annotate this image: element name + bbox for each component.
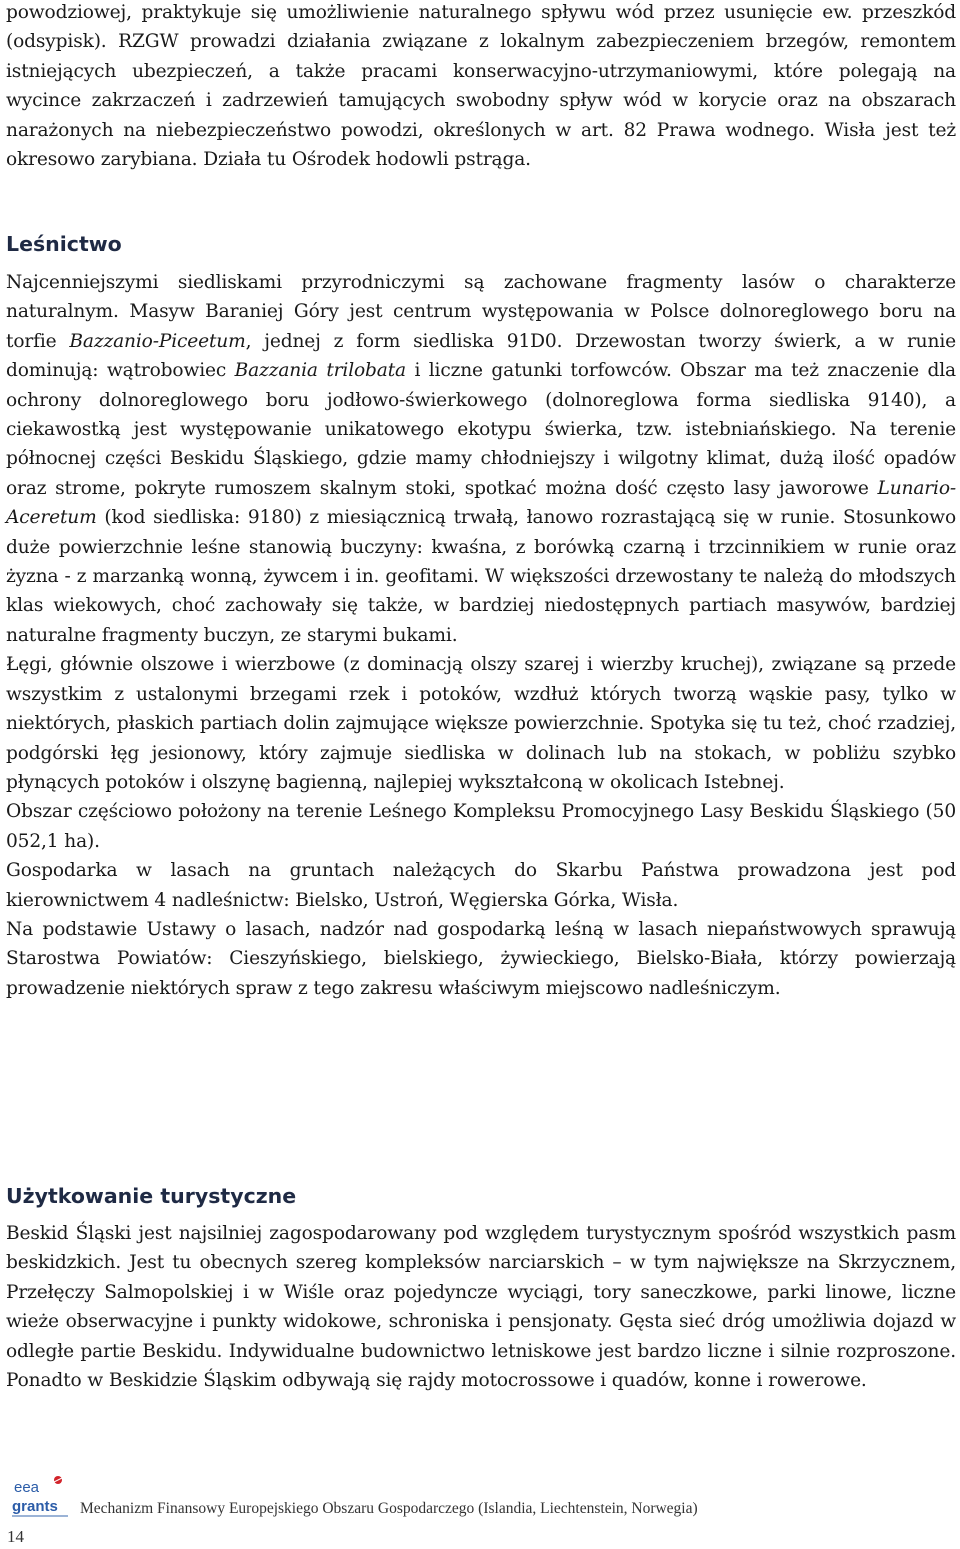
forestry-paragraph-habitats xyxy=(6,268,956,650)
footer-funding-text: Mechanizm Finansowy Europejskiego Obszaru Gospodarczego (Islandia, Liechtenstein, Norwegia) xyxy=(80,1500,698,1517)
text-run: , jednej z form siedliska 91D0. Drzewostan tworzy świerk, a w runie dominują: wątrobowiec xyxy=(6,330,956,382)
forestry-paragraph-promo-complex: Obszar częściowo położony na terenie Leśnego Kompleksu Promocyjnego Lasy Beskidu Śląskiego (50 052,1 ha). xyxy=(6,801,956,852)
forestry-section xyxy=(6,268,956,1003)
text-run: Najcenniejszymi siedliskami przyrodniczymi są zachowane fragmenty lasów o charakterze naturalnym. Masyw Baraniej Góry jest centrum występowania w Polsce dolnoreglowego boru na torfie xyxy=(6,272,956,352)
section-heading-forestry: Leśnictwo xyxy=(6,232,122,256)
latin-name: Bazzanio-Piceetum xyxy=(69,330,246,352)
logo-word-eea: eea xyxy=(14,1479,40,1496)
text-run: (kod siedliska: 9180) z miesiącznicą trwałą, łanowo rozrastającą się w runie. Stosunkowo duże powierzchnie leśne stanowią buczyny: kwaśna, z borówką czarną i trzcinnikiem w runie oraz żyzna - z marzanką wonną, żywcem i in. geofitami. W większości drzewostany te należą do młodszych klas wiekowych, choć zachowały się także, w bardziej niedostępnych partiach masywów, bardziej naturalne fragmenty buczyn, ze starymi bukami. xyxy=(6,507,956,646)
forestry-paragraph-management: Gospodarka w lasach na gruntach należących do Skarbu Państwa prowadzona jest pod kierownictwem 4 nadleśnictw: Bielsko, Ustroń, Węgierska Górka, Wisła. xyxy=(6,860,956,911)
intro-paragraph: powodziowej, praktykuje się umożliwienie naturalnego spływu wód przez usunięcie ew. przeszkód (odsypisk). RZGW prowadzi działania związane z lokalnym zabezpieczeniem brzegów, remontem istniejących ubezpieczeń, a także pracami konserwacyjno-utrzymaniowymi, które polegają na wycince zakrzaczeń i zadrzewień tamujących swobodny spływ wód w korycie oraz na obszarach narażonych na niebezpieczeństwo powodzi, określonych w art. 82 Prawa wodnego. Wisła jest też okresowo zarybiana. Działa tu Ośrodek hodowli pstrąga. xyxy=(6,2,956,171)
latin-name: Bazzania trilobata xyxy=(234,360,406,382)
section-heading-tourism: Użytkowanie turystyczne xyxy=(6,1184,297,1208)
page-number: 14 xyxy=(7,1527,24,1546)
text-run: i liczne gatunki torfowców. Obszar ma też znaczenie dla ochrony dolnoreglowego boru jodłowo-świerkowego (dolnoreglowa forma siedliska 9140), a ciekawostką jest występowanie unikatowego ekotypu świerka, tzw. istebniańskiego. Na terenie północnej części Beskidu Śląskiego, gdzie mamy chłodniejszy i wilgotny klimat, dużą ilość opadów oraz strome, pokryte rumoszem skalnym stoki, spotkać można dość często lasy jaworowe xyxy=(6,360,956,499)
logo-word-grants: grants xyxy=(12,1498,58,1515)
eea-grants-logo xyxy=(10,1473,72,1521)
tourism-paragraph: Beskid Śląski jest najsilniej zagospodarowany pod względem turystycznym spośród wszystkich pasm beskidzkich. Jest tu obecnych szereg kompleksów narciarskich – w tym największe na Skrzycznem, Przełęczy Salmopolskiej i w Wiśle oraz pojedyncze wyciągi, tory saneczkowe, parki linowe, liczne wieże obserwacyjne i punkty widokowe, schroniska i pensjonaty. Gęsta sieć dróg umożliwia dojazd w odległe partie Beskidu. Indywidualne budownictwo letniskowe jest bardzo liczne i silnie rozproszone. Ponadto w Beskidzie Śląskim odbywają się rajdy motocrossowe i quadów, konne i rowerowe. xyxy=(6,1223,956,1392)
forestry-paragraph-supervision: Na podstawie Ustawy o lasach, nadzór nad gospodarką leśną w lasach niepaństwowych sprawują Starostwa Powiatów: Cieszyńskiego, bielskiego, żywieckiego, Bielsko-Biała, którzy powierzają prowadzenie niektórych spraw z tego zakresu właściwym miejscowo nadleśniczym. xyxy=(6,918,956,999)
tourism-section xyxy=(6,1219,956,1395)
page-footer xyxy=(0,1470,960,1549)
forestry-paragraph-riparian: Łęgi, głównie olszowe i wierzbowe (z dominacją olszy szarej i wierzby kruchej), związane są przede wszystkim z ustalonymi brzegami rzek i potoków, wzdłuż których tworzą wąskie pasy, tylko w niektórych, płaskich partiach dolin zajmujące większe powierzchnie. Spotyka się tu też, choć rzadziej, podgórski łęg jesionowy, który zajmuje siedliska w dolinach lub na stokach, w pobliżu szybko płynących potoków i olszynę bagienną, najlepiej wykształconą w okolicach Istebnej. xyxy=(6,654,956,793)
latin-name: Lunario-Aceretum xyxy=(6,477,956,529)
